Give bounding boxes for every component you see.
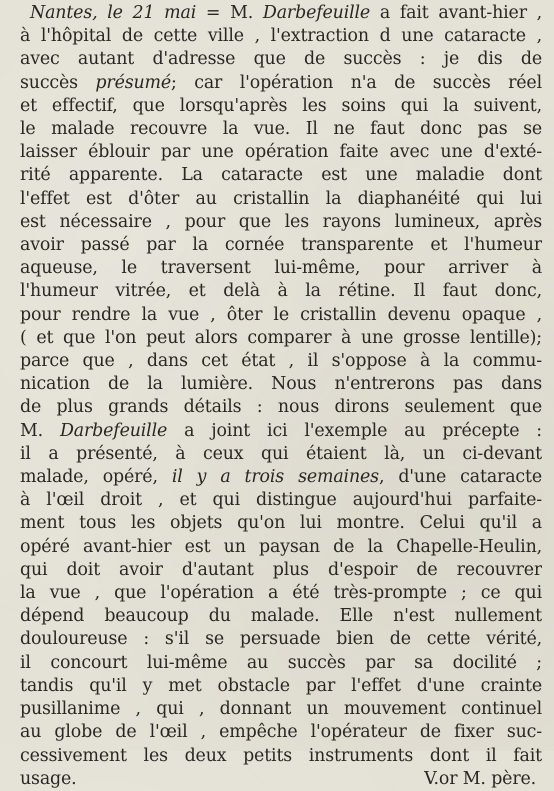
- article-line: [20, 466, 542, 489]
- article-line: [20, 396, 542, 419]
- closing-line: [20, 768, 542, 791]
- article-closing: [20, 768, 542, 791]
- article-line: [20, 234, 542, 257]
- italic-text: Darbefeuille: [59, 420, 168, 441]
- article-line: [20, 304, 542, 327]
- article-line: [20, 373, 542, 396]
- italic-text: Darbefeuille: [262, 3, 371, 23]
- article-line: [20, 628, 542, 651]
- text-run: à l'hôpital de cette ville , l'extraction d une cataracte ,: [20, 26, 542, 47]
- text-run: dépend beaucoup du malade. Elle n'est nullement: [20, 606, 542, 627]
- article-line: [20, 350, 542, 373]
- text-run: le malade recouvre la vue. Il ne faut donc pas se: [20, 119, 542, 140]
- article-line: [20, 141, 542, 164]
- article-line: [20, 721, 542, 744]
- article-line: [20, 188, 542, 211]
- article-line: [20, 72, 542, 95]
- text-run: tandis qu'il y met obstacle par l'effet d'une crainte: [20, 675, 542, 696]
- article-line: [20, 95, 542, 118]
- text-run: cessivement les deux petits instruments dont il fait: [20, 745, 542, 766]
- article-line: [20, 536, 542, 559]
- text-run: M.: [20, 420, 60, 441]
- italic-text: présumé: [95, 72, 172, 93]
- text-run: il a présenté, à ceux qui étaient là, un ci-devant: [20, 443, 542, 464]
- text-run: ( et que l'on peut alors comparer à une grosse lentille);: [20, 327, 542, 348]
- text-run: douloureuse : s'il se persuade bien de cette vérité,: [20, 629, 542, 650]
- text-run: l'effet est d'ôter au cristallin la diaphanéité qui lui: [20, 188, 542, 209]
- text-run: a fait avant-hier ,: [370, 3, 542, 23]
- text-run: et effectif, que lorsqu'après les soins qui la suivent,: [20, 95, 542, 116]
- text-run: qui doit avoir d'autant plus d'espoir de recouvrer: [20, 559, 542, 580]
- article-line: [20, 257, 542, 280]
- text-run: la vue , que l'opération a été très-prompte ; ce qui: [20, 583, 542, 604]
- italic-text: Nantes, le 21 mai: [30, 3, 197, 23]
- text-run: , d'une cataracte: [378, 467, 542, 488]
- text-run: laisser éblouir par une opération faite avec une d'exté-: [20, 142, 542, 163]
- text-run: rité apparente. La cataracte est une maladie dont: [20, 165, 542, 186]
- article-line: [20, 605, 542, 628]
- text-run: avec autant d'adresse que de succès : je dis de: [20, 49, 542, 70]
- text-run: ; car l'opération n'a de succès réel: [171, 72, 542, 93]
- text-run: pusillanime , qui , donnant un mouvement continuel: [20, 699, 542, 720]
- text-run: il concourt lui-même au succès par sa docilité ;: [20, 652, 542, 673]
- text-run: malade, opéré,: [20, 467, 172, 488]
- article-line: [20, 118, 542, 141]
- article-line: [20, 698, 542, 721]
- text-run: à l'œil droit , et qui distingue aujourd'hui parfaite-: [20, 490, 542, 511]
- text-run: parce que , dans cet état , il s'oppose à la commu-: [20, 351, 542, 372]
- article-line: [20, 2, 542, 25]
- text-run: succès: [20, 72, 96, 93]
- text-run: ment tous les objets qu'on lui montre. Celui qu'il a: [20, 513, 542, 534]
- text-run: aqueuse, le traversent lui-même, pour arriver à: [20, 258, 542, 279]
- text-run: de plus grands détails : nous dirons seulement que: [20, 397, 542, 418]
- article-line: [20, 559, 542, 582]
- article-line: [20, 327, 542, 350]
- article-line: [20, 489, 542, 512]
- text-run: avoir passé par la cornée transparente et l'humeur: [20, 235, 542, 256]
- article-line: [20, 280, 542, 303]
- text-run: opéré avant-hier est un paysan de la Chapelle-Heulin,: [20, 536, 542, 557]
- text-run: au globe de l'œil , empêche l'opérateur de fixer suc-: [20, 722, 542, 743]
- text-run: a joint ici l'exemple au précepte :: [167, 420, 542, 441]
- article-line: [20, 443, 542, 466]
- text-run: = M.: [196, 3, 263, 23]
- italic-text: il y a trois semaines: [171, 467, 379, 488]
- signature: V.or M. père.: [424, 768, 536, 789]
- text-run: nication de la lumière. Nous n'entrerons pas dans: [20, 374, 542, 395]
- article-line: [20, 25, 542, 48]
- article-line: [20, 420, 542, 443]
- text-run: l'humeur vitrée, et delà à la rétine. Il faut donc,: [20, 281, 542, 302]
- article-line: [20, 652, 542, 675]
- article-line: [20, 48, 542, 71]
- article-line: [20, 582, 542, 605]
- text-run: est nécessaire , pour que les rayons lumineux, après: [20, 211, 542, 232]
- article-line: [20, 512, 542, 535]
- text-run: pour rendre la vue , ôter le cristallin devenu opaque ,: [20, 304, 542, 325]
- article-body: [20, 2, 542, 768]
- article-line: [20, 211, 542, 234]
- article-line: [20, 745, 542, 768]
- article-line: [20, 164, 542, 187]
- article-line: [20, 675, 542, 698]
- last-line-text: usage.: [20, 768, 77, 789]
